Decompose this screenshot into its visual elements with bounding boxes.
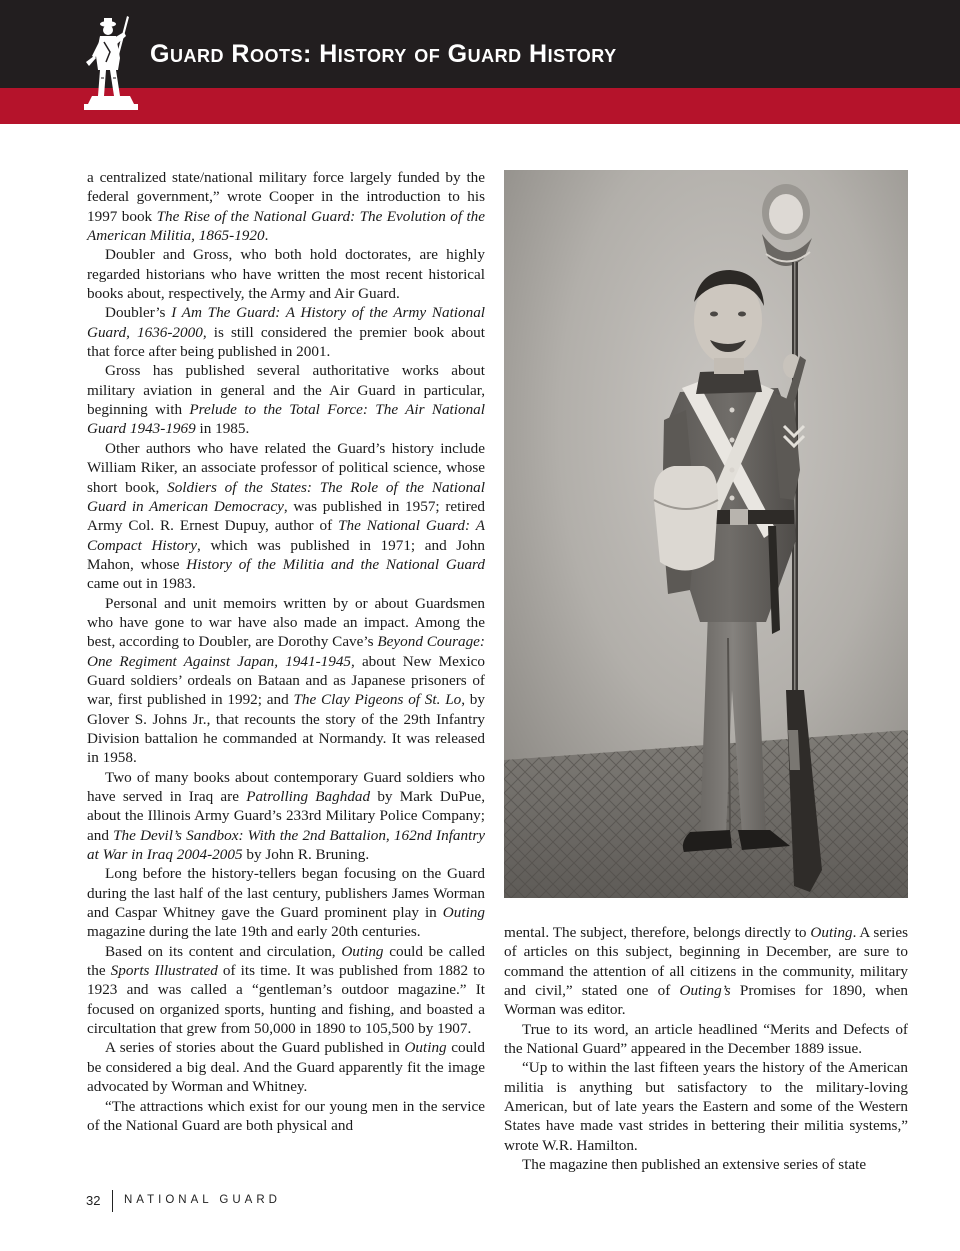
- italic-title-text: Sports Illustrated: [110, 962, 218, 980]
- italic-title-text: Outing: [442, 904, 485, 922]
- civil-war-soldier-photo: [504, 170, 908, 898]
- paragraph-text: Long before the history-tellers began focusing on the Guard during the last half of the last century, publishers James Worman and Caspar Whitney gave the Guard prominent play in: [87, 865, 485, 922]
- header-red-stripe: [0, 88, 960, 124]
- article-paragraph: [87, 942, 485, 1039]
- article-paragraph: [504, 1020, 908, 1059]
- paragraph-text: a centralized state/national military force largely funded by the federal government,” wrote Cooper in the introduction to his 1997 book: [87, 169, 485, 225]
- paragraph-text: , by Glover S. Johns Jr., that recounts the story of the 29th Infantry Division battalion he commanded at Normandy. It was released in 1958.: [87, 691, 485, 767]
- italic-title-text: The Clay Pigeons of St. Lo: [293, 691, 462, 709]
- italic-title-text: History of the Militia and the National Guard: [186, 555, 485, 573]
- paragraph-text: “The attractions which exist for our young men in the service of the National Guard are both physical and: [87, 1097, 485, 1134]
- paragraph-text: Based on its content and circulation,: [105, 942, 342, 960]
- italic-title-text: I Am The Guard: A History of the Army National Guard, 1636-2000: [87, 304, 486, 341]
- paragraph-text: Doubler’s: [105, 304, 172, 322]
- page-header-title: Guard Roots: History of Guard History: [150, 40, 617, 68]
- article-paragraph: [504, 923, 908, 1020]
- italic-title-text: Soldiers of the States: The Role of the National Guard in American Democracy: [87, 478, 485, 515]
- italic-title-text: Outing: [404, 1039, 447, 1057]
- paragraph-text: True to its word, an article headlined “Merits and Defects of the National Guard” appeared in the December 1889 issue.: [504, 1020, 908, 1058]
- article-paragraph: [87, 439, 485, 594]
- page-number: 32: [86, 1193, 101, 1208]
- publication-name: NATIONAL GUARD: [124, 1194, 281, 1206]
- paragraph-text: could be considered a big deal. And the Guard apparently fit the image advocated by Worman and Whitney.: [87, 1039, 485, 1096]
- paragraph-text: “Up to within the last fifteen years the history of the American militia is anything but satisfactory to the military-loving American, but of late years the Eastern and some of the Western States have made vast strides in bettering their militia systems,” wrote W.R. Hamilton.: [504, 1059, 908, 1154]
- article-paragraph: [87, 245, 485, 303]
- italic-title-text: Outing: [810, 924, 853, 941]
- paragraph-text: Personal and unit memoirs written by or about Guardsmen who have gone to war have also made an impact. Among the best, according to Doubler, are Dorothy Cave’s: [87, 594, 485, 651]
- article-paragraph: [87, 1038, 485, 1096]
- italic-title-text: Prelude to the Total Force: The Air National Guard 1943-1969: [87, 401, 485, 438]
- paragraph-text: magazine during the late 19th and early 20th centuries.: [87, 923, 421, 941]
- paragraph-text: of its time. It was published from 1882 to 1923 and was called a “gentleman’s outdoor magazine.” It focused on organized sports, hunting and fishing, and boasted a circultation that grew from 50,000 in 1890 to 105,500 by 1907.: [87, 962, 485, 1038]
- italic-title-text: Outing: [341, 942, 384, 960]
- italic-title-text: The Rise of the National Guard: The Evolution of the American Militia, 1865-1920: [87, 207, 485, 245]
- minuteman-statue-icon: [80, 12, 142, 112]
- article-paragraph: [87, 303, 485, 361]
- paragraph-text: Other authors who have related the Guard’s history include William Riker, an associate professor of political science, whose short book,: [87, 439, 485, 496]
- paragraph-text: .: [264, 227, 269, 245]
- paragraph-text: by John R. Bruning.: [242, 846, 370, 864]
- paragraph-text: mental. The subject, therefore, belongs directly to: [504, 924, 811, 941]
- paragraph-text: Doubler and Gross, who both hold doctorates, are highly regarded historians who have written the most recent historical books about, respectively, the Army and Air Guard.: [87, 246, 485, 303]
- paragraph-text: came out in 1983.: [87, 575, 196, 593]
- paragraph-text: , was published in 1957; retired Army Col. R. Ernest Dupuy, author of: [87, 497, 485, 535]
- paragraph-text: , which was published in 1971; and John Mahon, whose: [87, 536, 485, 573]
- paragraph-text: Gross has published several authoritative works about military aviation in general and the Air Guard in particular, beginning with: [87, 362, 485, 419]
- article-column-right: [504, 923, 908, 1174]
- article-paragraph: [87, 768, 485, 865]
- italic-title-text: The National Guard: A Compact History: [87, 517, 485, 554]
- article-paragraph: [504, 1058, 908, 1155]
- article-column-left: [87, 168, 485, 1135]
- article-paragraph: [87, 594, 485, 768]
- article-paragraph: [87, 1097, 485, 1136]
- paragraph-text: , is still considered the premier book about that force after being published in 2001.: [87, 323, 485, 361]
- article-paragraph: [87, 168, 485, 245]
- italic-title-text: The Devil’s Sandbox: With the 2nd Battalion, 162nd Infantry at War in Iraq 2004-2005: [87, 826, 485, 864]
- paragraph-text: Two of many books about contemporary Guard soldiers who have served in Iraq are: [87, 768, 485, 805]
- paragraph-text: , about New Mexico Guard soldiers’ ordeals on Bataan and as Japanese prisoners of war, first published in 1992; and: [87, 652, 485, 709]
- italic-title-text: Patrolling Baghdad: [246, 788, 371, 805]
- article-paragraph: [87, 864, 485, 941]
- italic-title-text: Beyond Courage: One Regiment Against Japan, 1941-1945: [87, 633, 485, 670]
- paragraph-text: . A series of articles on this subject, beginning in December, are sure to command the attention of all citizens in the community, military and civil,” stated one of: [504, 924, 908, 1000]
- article-paragraph: [87, 361, 485, 438]
- paragraph-text: in 1985.: [195, 420, 250, 438]
- italic-title-text: Outing’s: [679, 982, 731, 1000]
- article-paragraph: [504, 1155, 908, 1174]
- paragraph-text: Promises for 1890, when Worman was editor.: [504, 982, 908, 1019]
- paragraph-text: The magazine then published an extensive series of state: [522, 1156, 867, 1174]
- paragraph-text: could be called the: [87, 942, 485, 980]
- paragraph-text: by Mark DuPue, about the Illinois Army Guard’s 233rd Military Police Company; and: [87, 788, 485, 844]
- paragraph-text: A series of stories about the Guard published in: [105, 1039, 405, 1057]
- footer-divider: [112, 1190, 113, 1212]
